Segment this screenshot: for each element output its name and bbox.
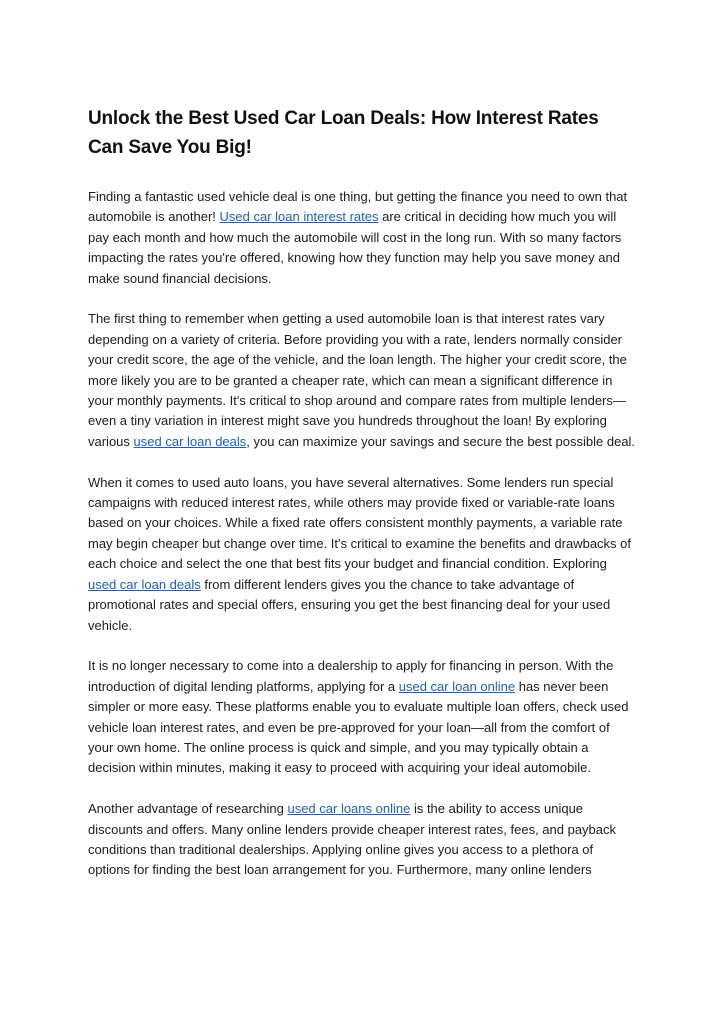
link-used-car-loans-online[interactable]: used car loans online [287,801,411,817]
paragraph-interest-rate-factors [88,309,636,452]
paragraph-text: from different lenders gives you the chance to take advantage of promotional rates and special offers, ensuring you get the best financing deal for your used vehicle. [88,576,611,633]
paragraph-text: is the ability to access unique discounts and offers. Many online lenders provide cheaper interest rates, fees, and payback conditions than traditional dealerships. Applying online gives you access to a plethora of options for finding the best loan arrangement for you. Furthermore, many online lenders [88,801,617,878]
link-used-car-loan-deals-2[interactable]: used car loan deals [88,576,201,592]
paragraph-text: It is no longer necessary to come into a dealership to apply for financing in person. With the introduction of digital lending platforms, applying for a [88,658,614,694]
paragraph-loan-alternatives [88,473,636,636]
link-used-car-loan-deals[interactable]: used car loan deals [133,433,247,449]
paragraph-text: When it comes to used auto loans, you have several alternatives. Some lenders run special campaigns with reduced interest rates, while others may provide fixed or variable-rate loans based on your choices. While a fixed rate offers consistent monthly payments, a variable rate may begin cheaper but change over time. It's critical to examine the benefits and drawbacks of each choice and select the one that best fits your budget and financial condition. Exploring [88,474,631,572]
article-title: Unlock the Best Used Car Loan Deals: How Interest Rates Can Save You Big! [88,108,599,158]
paragraph-online-application [88,656,636,778]
paragraph-text: The first thing to remember when getting a used automobile loan is that interest rates vary depending on a variety of criteria. Before providing you with a rate, lenders normally consider your credit score, the age of the vehicle, and the loan length. The higher your credit score, the more likely you are to be granted a cheaper rate, which can mean a significant difference in your monthly payments. It's critical to shop around and compare rates from multiple lenders—even a tiny variation in interest might save you hundreds throughout the loan! By exploring various [88,311,627,449]
document-page [88,104,636,901]
link-used-car-loan-online[interactable]: used car loan online [398,678,516,694]
paragraph-text: Another advantage of researching [88,801,288,817]
paragraph-intro [88,187,636,289]
paragraph-text: , you can maximize your savings and secure the best possible deal. [246,433,636,449]
paragraph-text: Finding a fantastic used vehicle deal is one thing, but getting the finance you need to own that automobile is another! [88,189,628,225]
link-used-car-loan-interest-rates[interactable]: Used car loan interest rates [219,209,379,225]
paragraph-online-advantages [88,799,636,881]
paragraph-text: has never been simpler or more easy. These platforms enable you to evaluate multiple loan offers, check used vehicle loan interest rates, and even be pre-approved for your loan—all from the comfort of your own home. The online process is quick and simple, and you may typically obtain a decision within minutes, making it easy to proceed with acquiring your ideal automobile. [88,678,629,776]
paragraph-text: are critical in deciding how much you will pay each month and how much the automobile will cost in the long run. With so many factors impacting the rates you're offered, knowing how they function may help you save money and make sound financial decisions. [88,209,622,286]
